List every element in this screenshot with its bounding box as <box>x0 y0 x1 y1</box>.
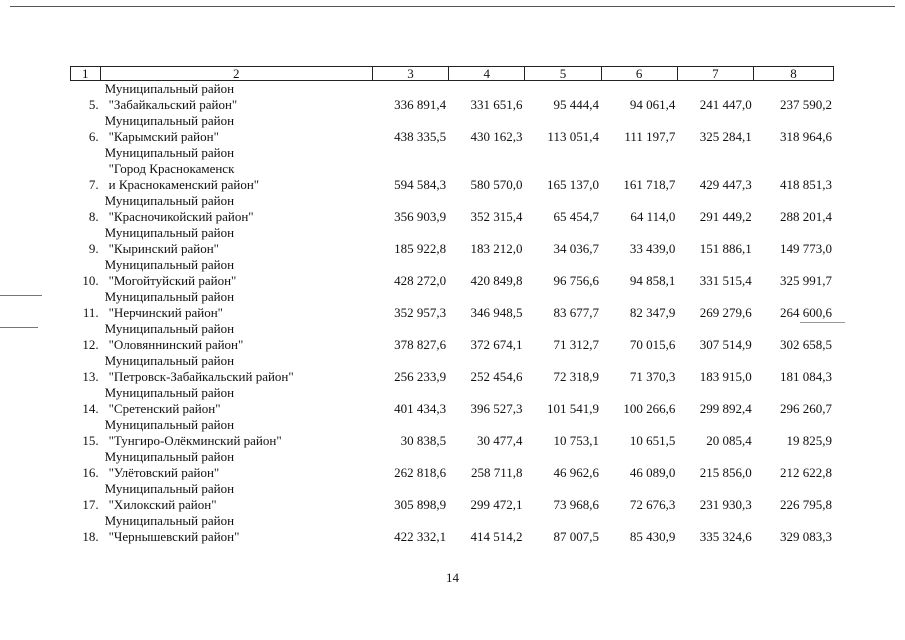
district-name-line: "Могойтуйский район" <box>108 273 237 288</box>
value-cell-col5: 72 318,9 <box>553 369 599 384</box>
value-cell-col8: 296 260,7 <box>779 401 832 416</box>
district-name <box>99 289 372 321</box>
value-cell-col7: 291 449,2 <box>699 209 752 224</box>
value-cell-col4: 414 514,2 <box>470 529 523 544</box>
value-cell-col5: 46 962,6 <box>553 465 599 480</box>
page-number: 14 <box>446 570 459 585</box>
value-cell-col5: 95 444,4 <box>553 97 599 112</box>
value-cell-col4: 30 477,4 <box>477 433 523 448</box>
value-cell-col5: 65 454,7 <box>553 209 599 224</box>
value-cell-col5: 34 036,7 <box>553 241 599 256</box>
value-cell-col3: 428 272,0 <box>394 273 447 288</box>
value-cell-col6: 10 651,5 <box>629 433 676 448</box>
value-cell-col6: 71 370,3 <box>629 369 676 384</box>
header-cell: 2 <box>100 67 372 80</box>
value-cell-col6: 70 015,6 <box>629 337 676 352</box>
district-name <box>99 81 372 113</box>
district-name-line: "Чернышевский район" <box>108 529 240 544</box>
row-number: 14. <box>82 401 99 416</box>
value-cell-col8: 302 658,5 <box>779 337 832 352</box>
value-cell-col4: 352 315,4 <box>470 209 523 224</box>
value-cell-col3: 378 827,6 <box>394 337 447 352</box>
header-cell: 5 <box>524 67 600 80</box>
budget-table <box>70 66 834 545</box>
district-name-line: "Тунгиро-Олёкминский район" <box>108 433 282 448</box>
row-number: 6. <box>88 129 99 144</box>
value-cell-col4: 396 527,3 <box>470 401 523 416</box>
value-cell-col3: 256 233,9 <box>394 369 447 384</box>
district-name <box>99 353 372 385</box>
district-name-line: Муниципальный район <box>104 513 235 528</box>
district-name-line: Муниципальный район <box>104 417 235 432</box>
table-header <box>70 66 834 81</box>
district-name-line: Муниципальный район <box>104 321 235 336</box>
district-name-line: Муниципальный район <box>104 353 235 368</box>
value-cell-col5: 73 968,6 <box>553 497 599 512</box>
row-number: 9. <box>88 241 99 256</box>
value-cell-col8: 237 590,2 <box>779 97 832 112</box>
district-name-line: Муниципальный район <box>104 385 235 400</box>
value-cell-col7: 429 447,3 <box>699 177 752 192</box>
header-cell: 7 <box>677 67 753 80</box>
header-cell: 8 <box>753 67 833 80</box>
table-row <box>70 289 834 321</box>
district-name <box>99 113 372 145</box>
value-cell-col8: 264 600,6 <box>779 305 832 320</box>
value-cell-col7: 183 915,0 <box>699 369 752 384</box>
value-cell-col5: 165 137,0 <box>546 177 599 192</box>
value-cell-col4: 258 711,8 <box>471 465 523 480</box>
value-cell-col3: 422 332,1 <box>394 529 447 544</box>
value-cell-col4: 299 472,1 <box>470 497 523 512</box>
value-cell-col6: 85 430,9 <box>629 529 676 544</box>
value-cell-col7: 231 930,3 <box>699 497 752 512</box>
value-cell-col7: 335 324,6 <box>699 529 752 544</box>
value-cell-col8: 288 201,4 <box>779 209 832 224</box>
district-name-line: "Карымский район" <box>108 129 219 144</box>
value-cell-col6: 94 061,4 <box>629 97 676 112</box>
value-cell-col5: 101 541,9 <box>546 401 599 416</box>
table-row <box>70 321 834 353</box>
district-name <box>99 225 372 257</box>
table-row <box>70 449 834 481</box>
value-cell-col4: 346 948,5 <box>470 305 523 320</box>
table-row <box>70 257 834 289</box>
district-name-line: "Город Краснокаменск <box>108 161 235 176</box>
value-cell-col4: 252 454,6 <box>470 369 523 384</box>
district-name <box>99 321 372 353</box>
district-name-line: Муниципальный район <box>104 449 235 464</box>
value-cell-col3: 594 584,3 <box>394 177 447 192</box>
value-cell-col5: 113 051,4 <box>547 129 599 144</box>
table-row <box>70 193 834 225</box>
district-name-line: Муниципальный район <box>104 289 235 304</box>
value-cell-col7: 325 284,1 <box>699 129 752 144</box>
value-cell-col3: 401 434,3 <box>394 401 447 416</box>
value-cell-col8: 329 083,3 <box>779 529 832 544</box>
value-cell-col7: 20 085,4 <box>706 433 752 448</box>
value-cell-col7: 331 515,4 <box>699 273 752 288</box>
row-number: 16. <box>82 465 99 480</box>
table-row <box>70 385 834 417</box>
row-number: 13. <box>82 369 99 384</box>
value-cell-col8: 226 795,8 <box>779 497 832 512</box>
value-cell-col8: 149 773,0 <box>779 241 832 256</box>
district-name <box>99 449 372 481</box>
value-cell-col8: 212 622,8 <box>779 465 832 480</box>
district-name <box>99 257 372 289</box>
value-cell-col8: 418 851,3 <box>779 177 832 192</box>
table-row <box>70 113 834 145</box>
value-cell-col6: 100 266,6 <box>623 401 676 416</box>
district-name-line: Муниципальный район <box>104 145 235 160</box>
district-name-line: "Петровск-Забайкальский район" <box>108 369 294 384</box>
value-cell-col7: 151 886,1 <box>699 241 752 256</box>
row-number: 18. <box>82 529 99 544</box>
district-name <box>99 481 372 513</box>
value-cell-col3: 262 818,6 <box>394 465 447 480</box>
table-row <box>70 353 834 385</box>
district-name-line: "Кыринский район" <box>108 241 219 256</box>
header-cell: 1 <box>82 66 89 81</box>
district-name-line: "Нерчинский район" <box>108 305 223 320</box>
value-cell-col3: 336 891,4 <box>394 97 447 112</box>
table-row <box>70 417 834 449</box>
table-row <box>70 81 834 113</box>
value-cell-col6: 161 718,7 <box>623 177 676 192</box>
value-cell-col8: 181 084,3 <box>779 369 832 384</box>
value-cell-col3: 438 335,5 <box>394 129 447 144</box>
header-cell: 4 <box>448 67 524 80</box>
row-number: 8. <box>88 209 99 224</box>
district-name-line: Муниципальный район <box>104 193 235 208</box>
value-cell-col3: 305 898,9 <box>394 497 447 512</box>
value-cell-col5: 71 312,7 <box>553 337 599 352</box>
table-row <box>70 481 834 513</box>
district-name-line: и Краснокаменский район" <box>108 177 260 192</box>
district-name <box>99 513 372 545</box>
value-cell-col6: 72 676,3 <box>629 497 676 512</box>
value-cell-col5: 87 007,5 <box>553 529 599 544</box>
value-cell-col3: 30 838,5 <box>400 433 447 448</box>
district-name-line: Муниципальный район <box>104 225 235 240</box>
value-cell-col6: 82 347,9 <box>629 305 676 320</box>
top-rule <box>10 6 895 7</box>
table-row <box>70 513 834 545</box>
value-cell-col8: 19 825,9 <box>786 433 832 448</box>
district-name-line: Муниципальный район <box>104 481 235 496</box>
row-number: 7. <box>88 177 99 192</box>
district-name-line: "Улётовский район" <box>108 465 220 480</box>
value-cell-col4: 183 212,0 <box>470 241 523 256</box>
value-cell-col7: 241 447,0 <box>699 97 752 112</box>
scan-artifact-line <box>0 327 38 328</box>
value-cell-col6: 64 114,0 <box>630 209 676 224</box>
scan-artifact-line <box>0 295 42 296</box>
value-cell-col4: 580 570,0 <box>470 177 523 192</box>
value-cell-col5: 10 753,1 <box>553 433 599 448</box>
value-cell-col6: 33 439,0 <box>629 241 676 256</box>
district-name <box>99 145 372 193</box>
district-name-line: Муниципальный район <box>104 81 235 96</box>
value-cell-col7: 307 514,9 <box>699 337 752 352</box>
value-cell-col7: 269 279,6 <box>699 305 752 320</box>
value-cell-col7: 215 856,0 <box>699 465 752 480</box>
header-cell: 3 <box>372 67 448 80</box>
row-number: 12. <box>82 337 99 352</box>
district-name-line: "Оловяннинский район" <box>108 337 244 352</box>
table-body <box>70 81 834 545</box>
district-name <box>99 193 372 225</box>
value-cell-col6: 46 089,0 <box>629 465 676 480</box>
value-cell-col3: 356 903,9 <box>394 209 447 224</box>
table-row <box>70 145 834 193</box>
value-cell-col7: 299 892,4 <box>699 401 752 416</box>
row-number: 5. <box>88 97 99 112</box>
district-name-line: "Красночикойский район" <box>108 209 254 224</box>
value-cell-col3: 185 922,8 <box>394 241 447 256</box>
value-cell-col4: 372 674,1 <box>470 337 523 352</box>
value-cell-col4: 430 162,3 <box>470 129 523 144</box>
district-name-line: "Сретенский район" <box>108 401 221 416</box>
district-name-line: "Хилокский район" <box>108 497 217 512</box>
row-number: 17. <box>82 497 99 512</box>
district-name-line: Муниципальный район <box>104 257 235 272</box>
district-name <box>99 385 372 417</box>
value-cell-col6: 94 858,1 <box>629 273 676 288</box>
row-number: 15. <box>82 433 99 448</box>
row-number: 11. <box>82 305 99 320</box>
value-cell-col4: 331 651,6 <box>470 97 523 112</box>
value-cell-col4: 420 849,8 <box>470 273 523 288</box>
value-cell-col5: 83 677,7 <box>553 305 599 320</box>
district-name-line: "Забайкальский район" <box>108 97 238 112</box>
row-number: 10. <box>82 273 99 288</box>
header-cell: 6 <box>601 67 677 80</box>
district-name <box>99 417 372 449</box>
value-cell-col3: 352 957,3 <box>394 305 447 320</box>
value-cell-col6: 111 197,7 <box>624 129 676 144</box>
value-cell-col8: 325 991,7 <box>779 273 832 288</box>
district-name-line: Муниципальный район <box>104 113 235 128</box>
table-row <box>70 225 834 257</box>
value-cell-col8: 318 964,6 <box>779 129 832 144</box>
value-cell-col5: 96 756,6 <box>553 273 599 288</box>
